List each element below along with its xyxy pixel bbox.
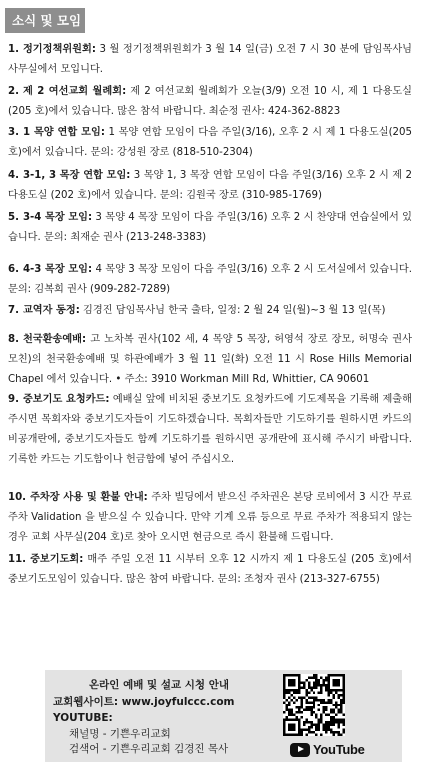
item-number: 7. [8,305,19,316]
news-item [8,123,412,163]
news-item [8,208,412,248]
item-body: 김경진 담임목사님 한국 출타, 일정: 2 월 24 일(월)~3 월 13 일(목) [79,305,386,316]
item-title: 제 2 여선교회 월례회: [22,86,127,97]
item-number: 6. [8,264,19,275]
item-number: 11. [8,554,27,565]
item-title: 정기정책위원회: [22,44,96,55]
item-title: 3-4 목장 모임: [22,212,93,223]
item-body: 예배실 앞에 비치된 중보기도 요청카드에 기도제목을 기록해 제출해 주시면 목회자와 중보기도자들이 기도하겠습니다. 목회자들만 기도하기를 원하시면 카드의 비공개란에, 중보기도자들도 함께 기도하기를 원하시면 공개란에 표시해 주시기 바랍니다. 기록한 카드는 기도함이나 헌금함에 넣어 주십시오. [8,394,412,465]
online-worship-box [45,670,402,762]
item-body: 3 목양 4 목장 모임이 다음 주일(3/16) 오후 2 시 찬양대 연습실에서 있습니다. 문의: 최재순 권사 (213-248-3383) [8,212,412,243]
youtube-logo[interactable] [290,742,365,757]
online-worship-title: 온라인 예배 및 설교 시청 안내 [89,679,229,691]
youtube-play-icon [290,743,310,757]
item-number: 4. [8,170,19,181]
item-number: 2. [8,86,19,97]
news-item [8,260,412,300]
news-item [8,330,412,390]
news-item [8,301,412,321]
youtube-channel-name: 채널명 - 기쁜우리교회 [69,728,171,740]
item-number: 10. [8,492,27,503]
item-body: 1 목양 연합 모임이 다음 주일(3/16), 오후 2 시 제 1 다용도실(205 호)에서 있습니다. 문의: 강성원 장로 (818-510-2304) [8,127,412,158]
item-body: 3 월 정기정책위원회가 3 월 14 일(금) 오전 7 시 30 분에 담임목사님 사무실에서 모입니다. [8,44,412,75]
item-number: 8. [8,334,19,345]
item-title: 3-1, 3 목장 연합 모임: [22,170,131,181]
item-body: 3 목양 1, 3 목장 연합 모임이 다음 주일(3/16) 오후 2 시 제 2 다용도실 (202 호)에서 있습니다. 문의: 김원국 장로 (310-985-1769) [8,170,413,201]
item-title: 교역자 동정: [22,305,80,316]
item-number: 1. [8,44,19,55]
item-body: 고 노차복 권사(102 세, 4 목양 5 목장, 허영석 장로 장모, 허명숙 권사 모친)의 천국환송예배 및 하관예배가 3 월 11 일(화) 오전 11 시 Rose Hills Memorial Chapel 에서 있습니다. • 주소: 3910 Workman Mill Rd, Whittier, CA 90601 [8,334,412,385]
item-title: 주차장 사용 및 환불 안내: [30,492,148,503]
news-item [8,390,412,470]
item-title: 중보기도회: [30,554,84,565]
item-body: 주차 빌딩에서 받으신 주차권은 본당 로비에서 3 시간 무료주차 Validation 을 받으실 수 있습니다. 만약 기계 오류 등으로 무료 주차가 적용되지 않는 경우 교회 사무실(204 호)로 찾아 오시면 현금으로 즉시 환불해 드립니다. [8,492,412,543]
item-title: 4-3 목장 모임: [22,264,93,275]
item-title: 1 목양 연합 모임: [22,127,105,138]
item-number: 3. [8,127,19,138]
youtube-logo-text: YouTube [313,742,365,757]
church-website[interactable]: 교회웹사이트: www.joyfulccc.com [53,696,235,708]
item-number: 5. [8,212,19,223]
news-item [8,488,412,548]
item-title: 중보기도 요청카드: [22,394,110,405]
item-body: 매주 주일 오전 11 시부터 오후 12 시까지 제 1 다용도실 (205 호)에서 중보기도모임이 있습니다. 많은 참여 바랍니다. 문의: 조청자 권사 (213-327-6755) [8,554,412,585]
news-item [8,40,412,80]
section-title: 소식 및 모임 [5,8,85,33]
item-title: 천국환송예배: [22,334,87,345]
youtube-heading: YOUTUBE: [53,712,113,724]
qr-code-icon[interactable] [283,674,345,736]
item-body: 제 2 여선교회 월례회가 오늘(3/9) 오전 10 시, 제 1 다용도실(205 호)에서 있습니다. 많은 참석 바랍니다. 최순정 권사: 424-362-8823 [8,86,412,117]
item-number: 9. [8,394,19,405]
news-item [8,550,412,590]
youtube-search-term: 검색어 - 기쁜우리교회 김경진 목사 [69,743,229,755]
item-body: 4 목양 3 목장 모임이 다음 주일(3/16) 오후 2 시 도서실에서 있습니다. 문의: 김복희 권사 (909-282-7289) [8,264,413,295]
news-item [8,166,412,206]
news-item [8,82,412,122]
